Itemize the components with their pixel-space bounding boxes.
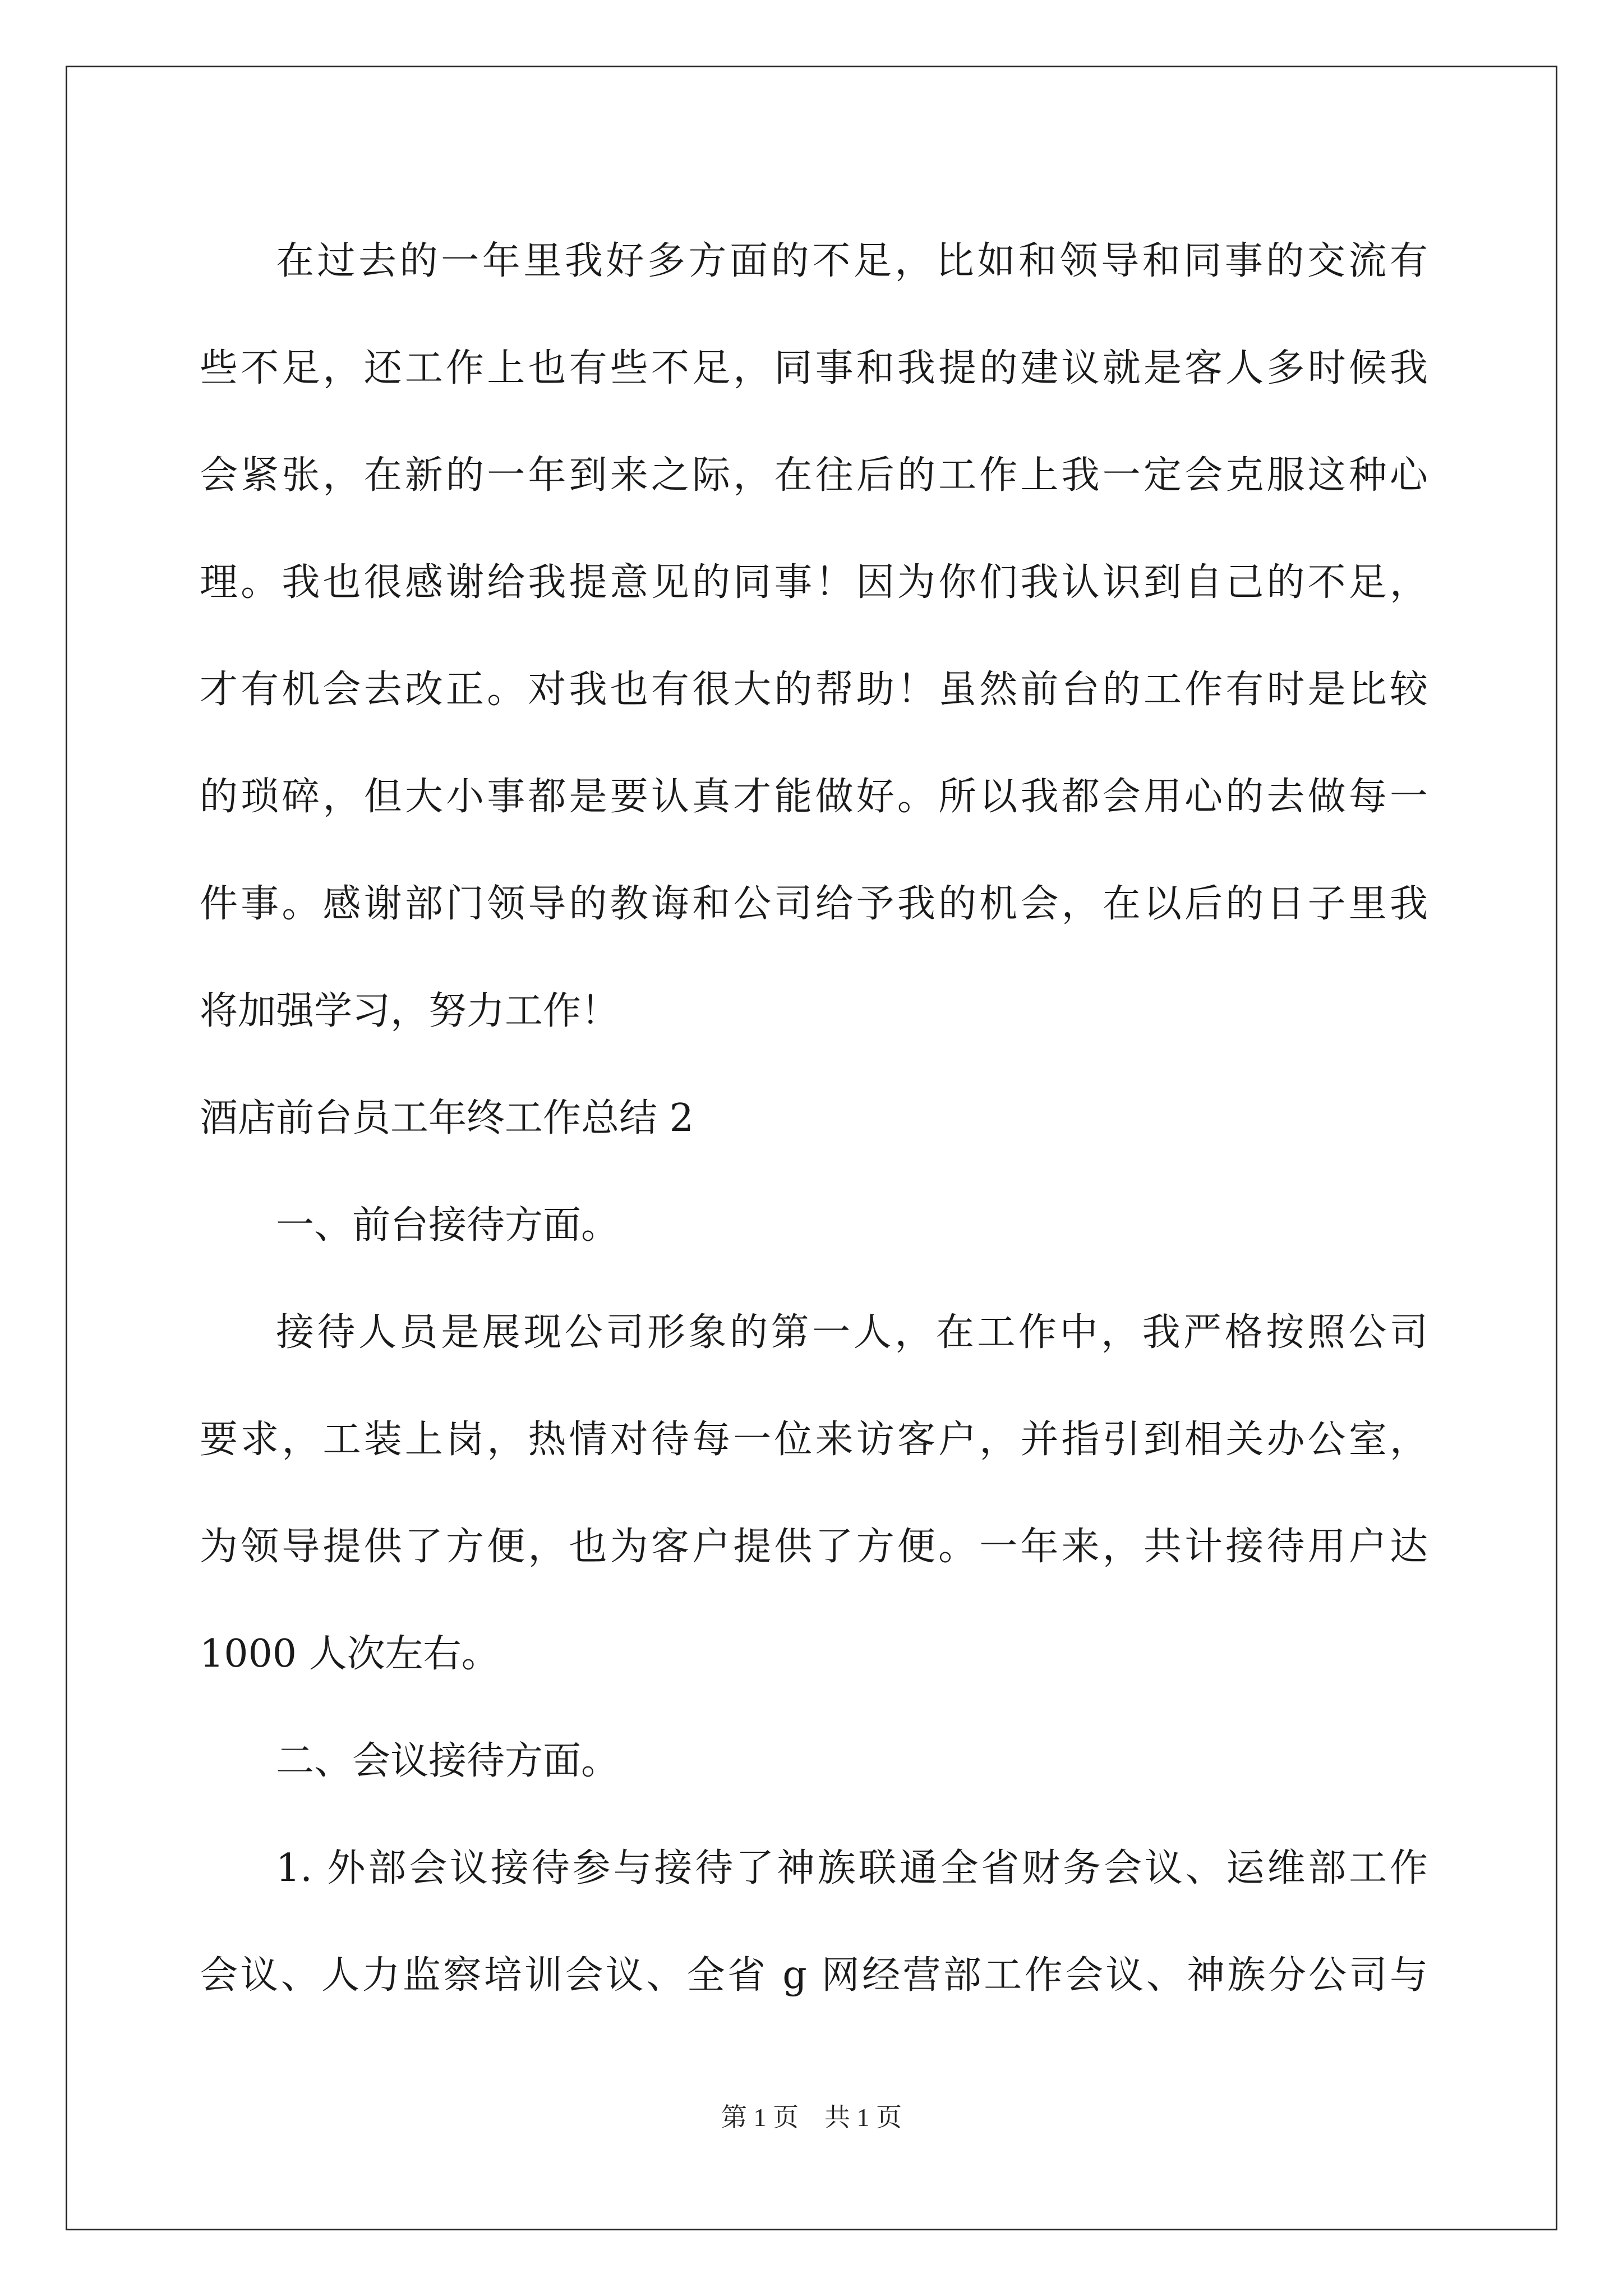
section-title: 酒店前台员工年终工作总结 2 — [200, 1096, 694, 1140]
paragraph-line: 会议、人力监察培训会议、全省 g 网经营部工作会议、神族分公司与 — [200, 1953, 1428, 1998]
section-heading: 二、会议接待方面。 — [276, 1739, 620, 1783]
document-body — [200, 208, 1428, 2029]
paragraph-line: 1. 外部会议接待参与接待了神族联通全省财务会议、运维部工作 — [276, 1846, 1428, 1890]
section-heading: 一、前台接待方面。 — [276, 1203, 620, 1248]
paragraph-line: 件事。感谢部门领导的教诲和公司给予我的机会，在以后的日子里我 — [200, 882, 1428, 926]
paragraph-line: 1000 人次左右。 — [200, 1632, 500, 1676]
paragraph-line: 的琐碎，但大小事都是要认真才能做好。所以我都会用心的去做每一 — [200, 775, 1428, 819]
paragraph-line: 接待人员是展现公司形象的第一人，在工作中，我严格按照公司 — [276, 1310, 1428, 1355]
paragraph-line: 为领导提供了方便，也为客户提供了方便。一年来，共计接待用户达 — [200, 1525, 1428, 1569]
page-footer: 第 1 页 共 1 页 — [721, 2103, 902, 2132]
paragraph-line: 理。我也很感谢给我提意见的同事！因为你们我认识到自己的不足， — [200, 560, 1428, 605]
paragraph-line: 会紧张，在新的一年到来之际，在往后的工作上我一定会克服这种心 — [200, 453, 1428, 498]
paragraph-line: 将加强学习，努力工作！ — [200, 989, 620, 1033]
paragraph-line: 才有机会去改正。对我也有很大的帮助！虽然前台的工作有时是比较 — [200, 668, 1428, 712]
paragraph-line: 要求，工装上岗，热情对待每一位来访客户，并指引到相关办公室， — [200, 1418, 1428, 1462]
paragraph-line: 在过去的一年里我好多方面的不足，比如和领导和同事的交流有 — [276, 239, 1428, 283]
paragraph-line: 些不足，还工作上也有些不足，同事和我提的建议就是客人多时候我 — [200, 346, 1428, 390]
